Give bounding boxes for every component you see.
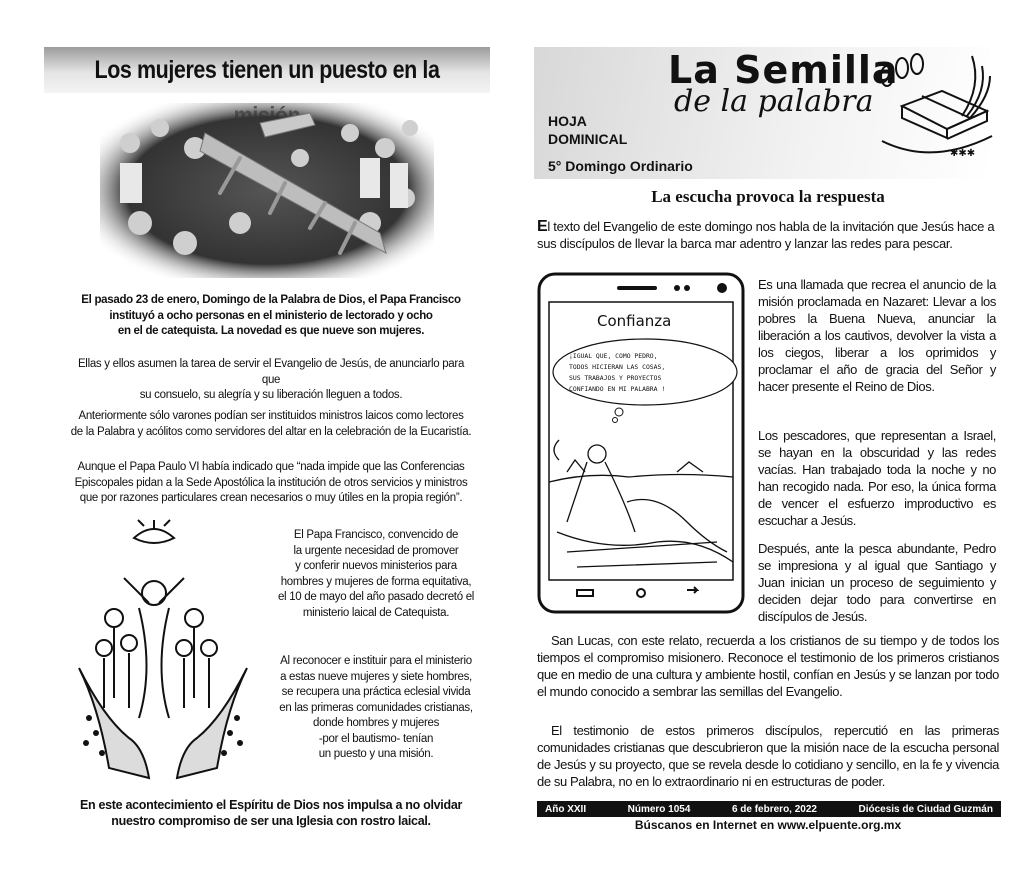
lead-line: El pasado 23 de enero, Domingo de la Palabra de Dios, el Papa Francisco — [81, 294, 461, 306]
side-line: -por el bautismo- tenían — [318, 732, 434, 745]
side-line: el 10 de mayo del año pasado decretó el — [277, 591, 475, 603]
side-paragraph-3: Después, ante la pesca abundante, Pedro se impresiona y al igual que Santiago y Juan inician un proceso de seguimiento y deciden dejar todo para convertirse en discípulos de Jesús. — [758, 541, 996, 624]
side-line: hombres y mujeres de forma equitativa, — [280, 575, 472, 588]
hoja-line: DOMINICAL — [548, 131, 628, 147]
paragraph-line: Aunque el Papa Paulo VI había indicado que “nada impide que las Conferencias — [77, 461, 465, 473]
paragraph-1 — [70, 357, 472, 404]
side-line: ministerio laical de Catequista. — [302, 606, 450, 619]
side-line: donde hombres y mujeres — [312, 717, 440, 729]
side-line: Al reconocer e instituir para el ministerio — [280, 655, 472, 667]
article-heading: La escucha provoca la respuesta — [651, 187, 885, 206]
paragraph-line: que por razones particulares crean necesarios o muy útiles en la propia región”. — [79, 492, 463, 504]
footer-website: Búscanos en Internet en www.elpuente.org.mx — [634, 818, 902, 832]
paragraph-3 — [70, 460, 472, 507]
closing-line: nuestro compromiso de ser una Iglesia con rostro laical. — [111, 814, 431, 828]
paragraph-2 — [70, 409, 472, 440]
side-line: El Papa Francisco, convencido de — [293, 529, 459, 541]
hoja-dominical — [548, 112, 627, 148]
side-line: y conferir nuevos ministerios para — [295, 560, 457, 572]
left-banner — [44, 47, 490, 93]
left-banner-title: Los mujeres tienen un puesto en la — [94, 56, 440, 84]
lead-line: instituyó a ocho personas en el ministerio de lectorado y ocho — [109, 309, 433, 322]
closing-paragraph — [70, 797, 472, 829]
bubble-line: TODOS HICIERAN LAS COSAS, — [569, 363, 666, 371]
hoja-line: HOJA — [548, 113, 587, 129]
side-line: en las primeras comunidades cristianas, — [279, 701, 473, 714]
masthead-subtitle: de la palabra — [674, 84, 874, 119]
intro-text: l texto del Evangelio de este domingo nos habla de la invitación que Jesús hace a sus discípulos de llevar la barca mar adentro y lanzar las redes para pescar. — [537, 219, 995, 251]
intro-paragraph — [537, 218, 999, 252]
footer-number: Número 1054 — [627, 803, 691, 815]
right-page — [512, 0, 1024, 869]
paragraph-5: El testimonio de estos primeros discípulos, repercutió en las primeras comunidades cristianas que descubrieron que la misión nace de la escucha personal de Jesús y su proyecto, que se revela desde lo cotidiano y sencillo, en la fe y vivencia de su Palabra, no en lo extraordinario ni en estructuras de poder. — [537, 723, 999, 789]
bible-wheat-emblem-icon — [872, 46, 1000, 164]
masthead-title: La Semilla — [668, 48, 899, 92]
phone-cartoon-illustration — [537, 272, 745, 614]
phone-title: Confianza — [597, 312, 672, 330]
side-line: a estas nueve mujeres y siete hombres, — [280, 670, 472, 683]
intro-dropcap: E — [537, 218, 548, 235]
side-line: la urgente necesidad de promover — [293, 544, 459, 557]
side-paragraph-2 — [270, 654, 482, 763]
side-paragraph-2: Los pescadores, que representan a Israel, se hayan en la obscuridad y las redes vacías. Han trabajado toda la noche y no han recogido nada. Por eso, la única forma de vencer el esfuerzo improductivo es escuchar a Jesús. — [758, 428, 996, 528]
side-line: se recupera una práctica eclesial vivida — [281, 686, 471, 698]
sunday-label: 5° Domingo Ordinario — [548, 158, 693, 174]
svg-text:✱✱✱: ✱✱✱ — [950, 148, 976, 159]
paragraph-4: San Lucas, con este relato, recuerda a los cristianos de su tiempo y de todos los tiempos el compromiso misionero. Reconoce el testimonio de los primeros cristianos que en medio de una cultura y ambiente hostil, confían en Jesús y se lanzan por todo el mundo conocido a sembrar las semillas del Evangelio. — [537, 633, 999, 699]
footer-date: 6 de febrero, 2022 — [731, 803, 817, 815]
lead-line: en el de catequista. La novedad es que nueve son mujeres. — [117, 325, 425, 337]
paragraph-line: Episcopales pidan a la Sede Apostólica la institución de otros servicios y ministros — [74, 476, 468, 489]
crowd-cross-photo — [100, 103, 434, 278]
paragraph-line: de la Palabra y acólitos como servidores del altar en la celebración de la Eucaristía. — [70, 425, 472, 438]
hands-people-illustration — [74, 518, 252, 780]
side-paragraph-1 — [270, 528, 482, 621]
footer-diocese: Diócesis de Ciudad Guzmán — [858, 803, 993, 815]
paragraph-line: Anteriormente sólo varones podían ser instituidos ministros laicos como lectores — [78, 410, 464, 422]
closing-line: En este acontecimiento el Espíritu de Dios nos impulsa a no olvidar — [79, 798, 463, 812]
footer-bar — [537, 801, 1001, 817]
bubble-line: CONFIANDO EN MI PALABRA ! — [569, 385, 666, 393]
lead-paragraph — [70, 293, 472, 340]
footer-year: Año XXII — [545, 803, 587, 815]
side-paragraph-1: Es una llamada que recrea el anuncio de la misión proclamada en Nazaret: Llevar a los pobres la Buena Nueva, anunciar la liberación a los cautivos, devolver la vista a los ciegos, liberar a los oprimidos y proclamar el año de gracia del Señor y hacer presente el Reino de Dios. — [758, 277, 996, 394]
paragraph-line: su consuelo, su alegría y su liberación lleguen a todos. — [139, 389, 403, 401]
bubble-line: ¡IGUAL QUE, COMO PEDRO, — [569, 352, 658, 360]
paragraph-line: Ellas y ellos asumen la tarea de servir el Evangelio de Jesús, de anunciarlo para que — [77, 358, 465, 386]
bubble-line: SUS TRABAJOS Y PROYECTOS — [569, 374, 662, 382]
side-line: un puesto y una misión. — [318, 748, 434, 760]
